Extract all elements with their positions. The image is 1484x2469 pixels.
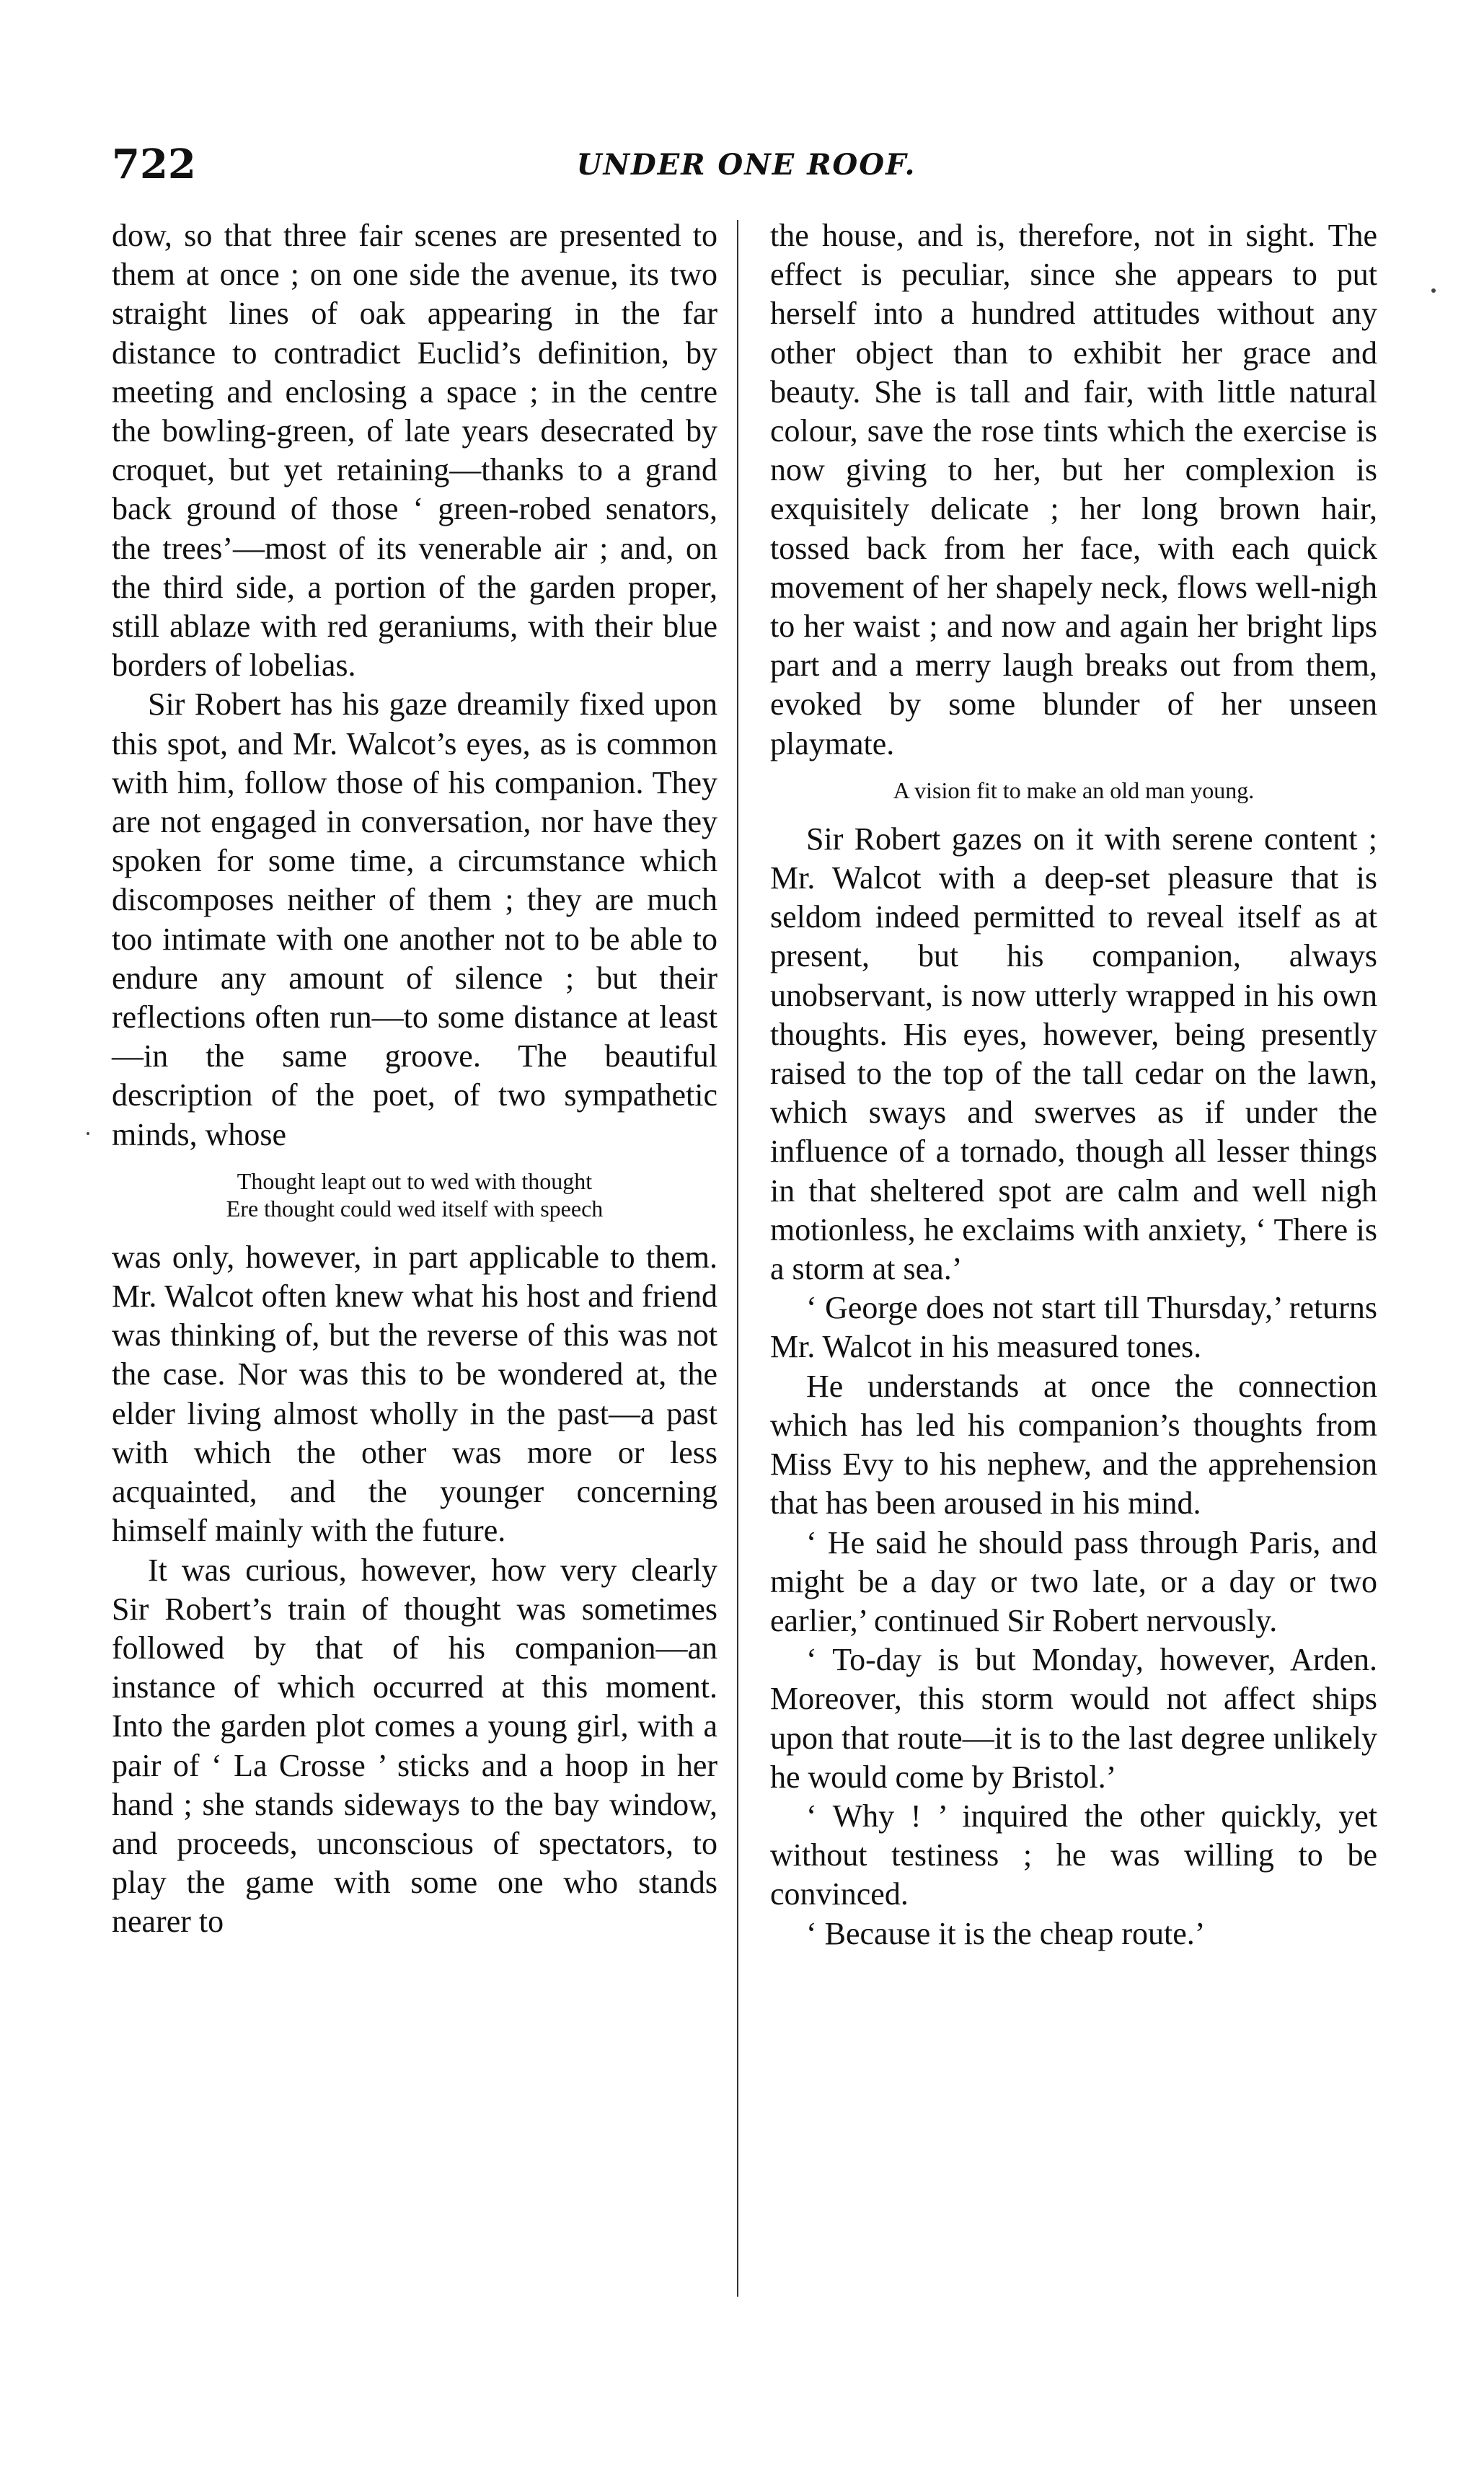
paragraph: dow, so that three fair scenes are presented to them at once ; on one side the avenue, its two straight lines of oak appearing in the far distance to contradict Euclid’s definition, by meeting and enclosing a space ; in the centre the bowling-green, of late years desecrated by croquet, but yet retaining—thanks to a grand back ground of those ‘ green-robed senators, the trees’—most of its venerable air ; and, on the third side, a portion of the garden proper, still ablaze with red geraniums, with their blue borders of lobelias. <box>112 218 717 684</box>
paragraph: ‘ Because it is the cheap route.’ <box>806 1915 1206 1951</box>
verse-quote <box>112 1167 717 1222</box>
column-divider <box>737 220 738 2297</box>
running-title: UNDER ONE ROOF. <box>576 148 917 182</box>
right-column <box>770 216 1377 1953</box>
paragraph: ‘ He said he should pass through Paris, and might be a day or two late, or a day or two earlier,’ continued Sir Robert nervously. <box>770 1524 1377 1638</box>
paragraph: Sir Robert has his gaze dreamily fixed upon this spot, and Mr. Walcot’s eyes, as is common with him, follow those of his companion. They are not engaged in conversation, nor have they spoken for some time, a circumstance which discomposes neither of them ; they are much too intimate with one another not to be able to endure any amount of silence ; but their reflections often run—to some distance at least—in the same groove. The beautiful description of the poet, of two sympathetic minds, whose <box>112 686 717 1152</box>
verse-quote <box>770 777 1377 804</box>
print-speck <box>1431 288 1436 293</box>
paragraph: Sir Robert gazes on it with serene content ; Mr. Walcot with a deep-set pleasure that is seldom indeed permitted to reveal itself as at present, but his companion, always unobservant, is now utterly wrapped in his own thoughts. His eyes, however, being presently raised to the top of the tall cedar on the lawn, which sways and swerves as if under the influence of a tornado, though all lesser things in that sheltered spot are calm and well nigh motionless, he exclaims with anxiety, ‘ There is a storm at sea.’ <box>770 821 1377 1287</box>
verse-line: A vision fit to make an old man young. <box>893 777 1255 803</box>
page-number: 722 <box>112 141 196 188</box>
page-header <box>112 141 1381 191</box>
left-column <box>112 216 717 1942</box>
paragraph: He understands at once the connection which has led his companion’s thoughts from Miss Evy to his nephew, and the apprehension that has been aroused in his mind. <box>770 1368 1377 1521</box>
paragraph: ‘ To-day is but Monday, however, Arden. Moreover, this storm would not affect ships upon that route—it is to the last degree unlikely he would come by Bristol.’ <box>770 1642 1377 1795</box>
verse-line: Thought leapt out to wed with thought <box>237 1167 593 1194</box>
paragraph: was only, however, in part applicable to them. Mr. Walcot often knew what his host and friend was thinking of, but the reverse of this was not the case. Nor was this to be wondered at, the elder living almost wholly in the past—a past with which the other was more or less acquainted, and the younger concerning himself mainly with the future. <box>112 1239 717 1549</box>
verse-line: Ere thought could wed itself with speech <box>226 1195 604 1222</box>
paragraph: the house, and is, therefore, not in sight. The effect is peculiar, since she appears to put herself into a hundred attitudes without any other object than to exhibit her grace and beauty. She is tall and fair, with little natural colour, save the rose tints which the exercise is now giving to her, but her complexion is exquisitely delicate ; her long brown hair, tossed back from her face, with each quick movement of her shapely neck, flows well-nigh to her waist ; and now and again her bright lips part and a merry laugh breaks out from them, evoked by some blunder of her unseen playmate. <box>770 218 1377 761</box>
paragraph: ‘ George does not start till Thursday,’ returns Mr. Walcot in his measured tones. <box>770 1290 1377 1365</box>
paragraph: ‘ Why ! ’ inquired the other quickly, yet without testiness ; he was willing to be convinced. <box>770 1798 1377 1912</box>
paragraph: It was curious, however, how very clearly Sir Robert’s train of thought was sometimes followed by that of his companion—an instance of which occurred at this moment. Into the garden plot comes a young girl, with a pair of ‘ La Crosse ’ sticks and a hoop in her hand ; she stands sideways to the bay window, and proceeds, unconscious of spectators, to play the game with some one who stands nearer to <box>112 1552 717 1940</box>
print-speck <box>87 1132 89 1135</box>
